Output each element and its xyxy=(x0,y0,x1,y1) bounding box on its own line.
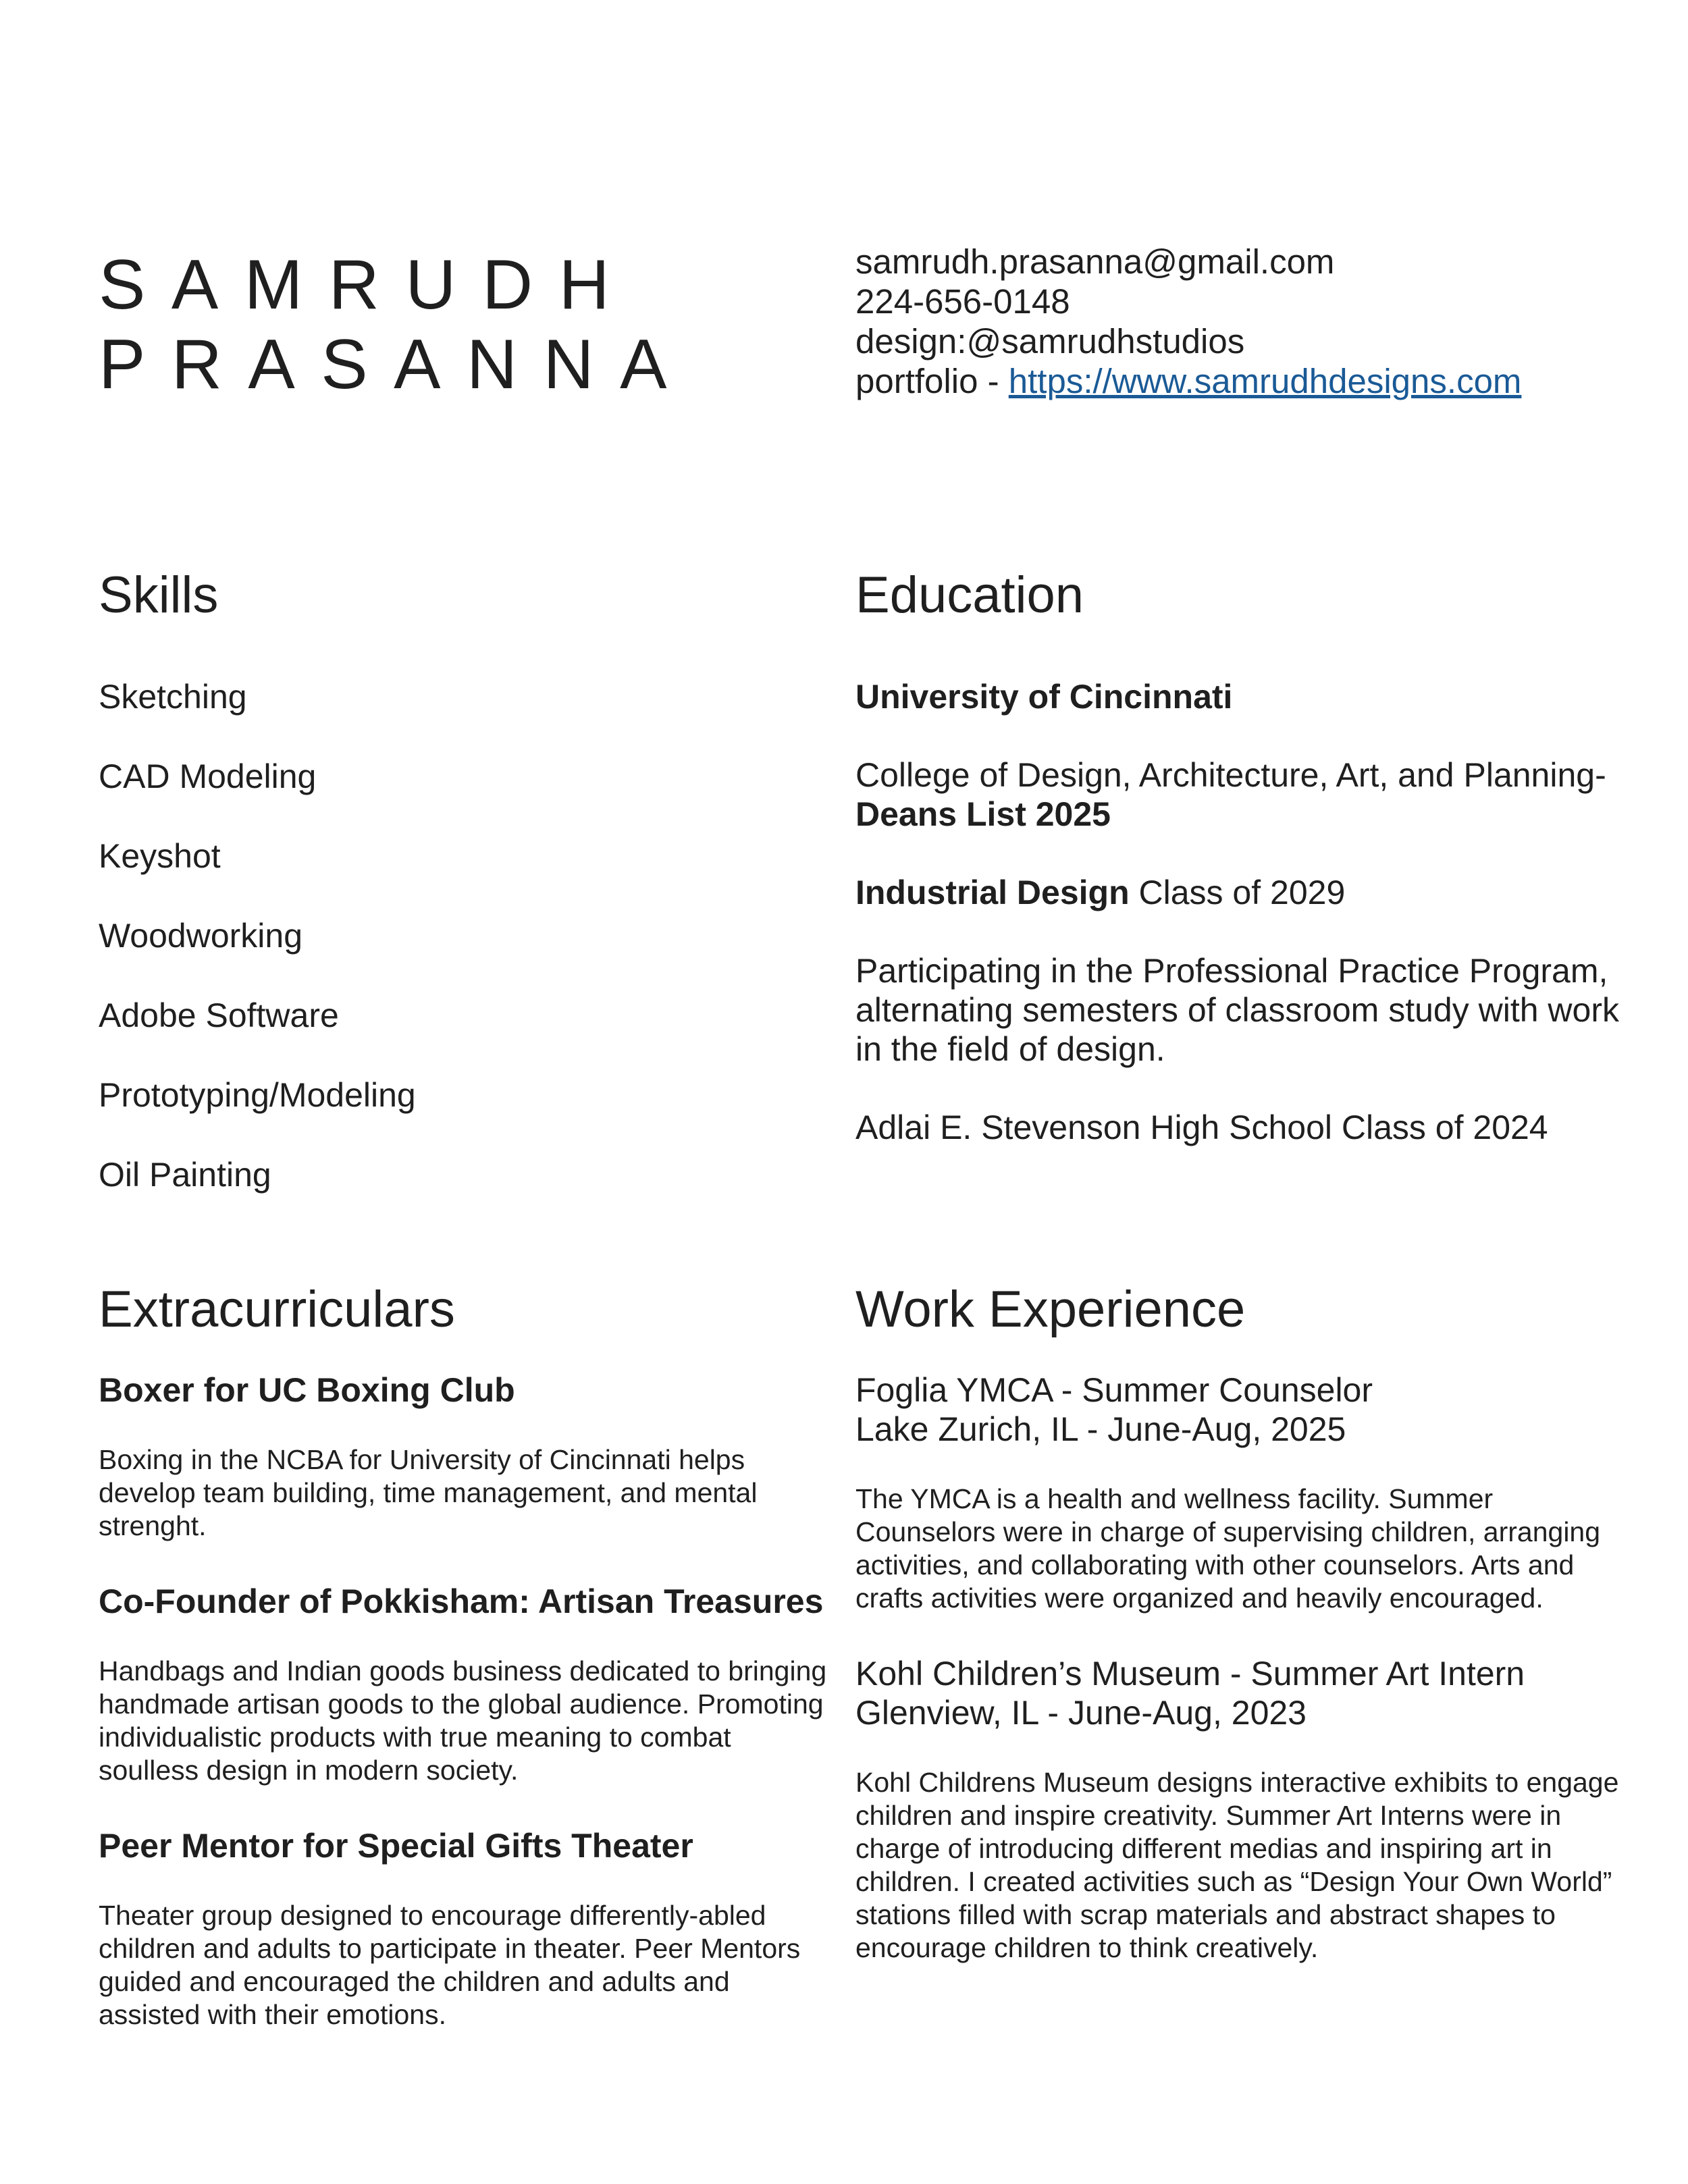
program-text: Participating in the Professional Practice Program, alternating semesters of classroom study with work in the field of design. xyxy=(855,952,1619,1068)
contact-block xyxy=(855,242,1632,401)
college-name: College of Design, Architecture, Art, and Planning- xyxy=(855,756,1606,794)
job-description: Kohl Childrens Museum designs interactive exhibits to engage children and inspire creativity. Summer Art Interns were in charge of introducing different medias and inspiring art in children. I created activities such as “Design Your Own World” stations filled with scrap materials and abstract shapes to encourage children to think creatively. xyxy=(855,1767,1619,1963)
job-description: The YMCA is a health and wellness facility. Summer Counselors were in charge of supervising children, arranging activities, and collaborating with other counselors. Arts and crafts activities were organized and heavily encouraged. xyxy=(855,1483,1601,1614)
job-item xyxy=(855,1370,1639,1615)
extracurricular-item xyxy=(99,1370,828,1543)
skills-heading: Skills xyxy=(99,566,219,624)
skill-item: Adobe Software xyxy=(99,996,339,1034)
extracurricular-title: Peer Mentor for Special Gifts Theater xyxy=(99,1827,693,1865)
job-header xyxy=(855,1370,1639,1449)
college-line xyxy=(855,755,1639,834)
skill-item: Keyshot xyxy=(99,837,221,875)
skill-item: Prototyping/Modeling xyxy=(99,1076,416,1114)
high-school-text: Adlai E. Stevenson High School Class of 2024 xyxy=(855,1109,1548,1146)
extracurricular-title: Boxer for UC Boxing Club xyxy=(99,1371,515,1409)
job-item xyxy=(855,1654,1639,1965)
name-block xyxy=(99,245,693,404)
extracurriculars-list xyxy=(99,1370,828,2071)
work-experience-list xyxy=(855,1370,1639,2004)
skill-item: Sketching xyxy=(99,678,247,716)
education-content xyxy=(855,677,1639,1186)
education-heading: Education xyxy=(855,566,1084,624)
email-text: samrudh.prasanna@gmail.com xyxy=(855,242,1335,281)
skill-item: CAD Modeling xyxy=(99,757,317,795)
portfolio-line xyxy=(855,361,1632,401)
skill-item: Woodworking xyxy=(99,917,303,955)
skill-item: Oil Painting xyxy=(99,1156,271,1194)
major-name: Industrial Design xyxy=(855,874,1130,911)
extracurriculars-heading: Extracurriculars xyxy=(99,1281,455,1338)
portfolio-link[interactable]: https://www.samrudhdesigns.com xyxy=(1008,362,1522,400)
portfolio-label: portfolio - xyxy=(855,362,1009,400)
last-name: PRASANNA xyxy=(99,325,693,404)
extracurricular-item xyxy=(99,1826,828,2031)
extracurricular-description: Handbags and Indian goods business dedicated to bringing handmade artisan goods to the global audience. Promoting individualistic products with true meaning to combat soulless design in modern society. xyxy=(99,1655,827,1786)
extracurricular-title: Co-Founder of Pokkisham: Artisan Treasures xyxy=(99,1582,824,1620)
extracurricular-description: Boxing in the NCBA for University of Cincinnati helps develop team building, time management, and mental strenght. xyxy=(99,1444,758,1541)
job-place: Lake Zurich, IL - June-Aug, 2025 xyxy=(855,1410,1346,1448)
first-name: SAMRUDH xyxy=(99,246,636,324)
extracurricular-item xyxy=(99,1582,828,1787)
work-experience-heading: Work Experience xyxy=(855,1281,1246,1338)
job-place: Glenview, IL - June-Aug, 2023 xyxy=(855,1694,1307,1732)
honor-text: Deans List 2025 xyxy=(855,795,1111,833)
design-handle-text: design:@samrudhstudios xyxy=(855,322,1245,361)
major-class: Class of 2029 xyxy=(1129,874,1346,911)
university-name: University of Cincinnati xyxy=(855,678,1233,716)
extracurricular-description: Theater group designed to encourage differently-abled children and adults to participate in theater. Peer Mentors guided and encouraged the children and adults and assisted with their emotions. xyxy=(99,1900,801,2030)
phone-text: 224-656-0148 xyxy=(855,282,1070,321)
job-header xyxy=(855,1654,1639,1732)
major-line xyxy=(855,873,1639,912)
job-role: Foglia YMCA - Summer Counselor xyxy=(855,1371,1373,1409)
skills-list xyxy=(99,677,416,1235)
job-role: Kohl Children’s Museum - Summer Art Intern xyxy=(855,1655,1525,1693)
